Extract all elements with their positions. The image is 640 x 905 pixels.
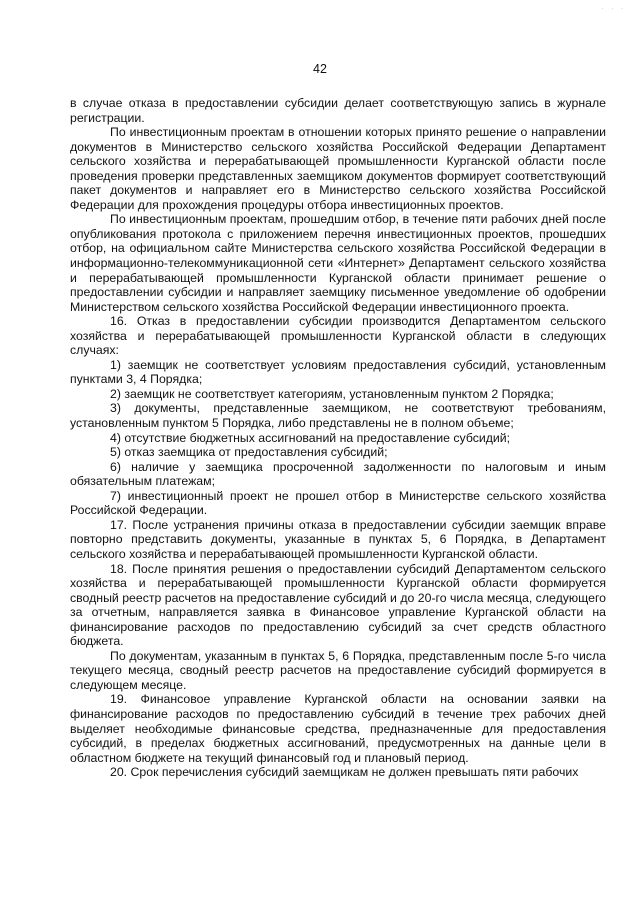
paragraph: 6) наличие у заемщика просроченной задолженности по налоговым и иным обязательным платежам; xyxy=(70,459,606,489)
paragraph: 5) отказ заемщика от предоставления субсидий; xyxy=(110,445,388,460)
paragraph: По инвестиционным проектам в отношении которых принято решение о направлении документов в Министерство сельского хозяйства Российской Федерации Департамент сельского хозяйства и перерабатывающей промышленности Курганской области после проведения проверки представленных заемщиком документов формирует соответствующий пакет документов и направляет его в Министерство сельского хозяйства Российской Федерации для прохождения процедуры отбора инвестиционных проектов. xyxy=(70,125,606,212)
paragraph: в случае отказа в предоставлении субсидии делает соответствующую запись в журнале регистрации. xyxy=(70,96,606,125)
scan-corner-marks: · · · xyxy=(601,6,626,12)
paragraph: 1) заемщик не соответствует условиям предоставления субсидий, установленным пунктами 3, 4 Порядка; xyxy=(70,357,606,387)
paragraph: 20. Срок перечисления субсидий заемщикам не должен превышать пяти рабочих xyxy=(110,765,579,780)
paragraph: 18. После принятия решения о предоставлении субсидий Департаментом сельского хозяйства и перерабатывающей промышленности Курганской области формируется сводный реестр расчетов на предоставление субсидий и до 20-го числа месяца, следующего за отчетным, направляется заявка в Финансовое управление Курганской области на финансирование расходов по предоставлению субсидий за счет средств областного бюджета. xyxy=(70,561,606,649)
document-body xyxy=(70,96,606,780)
paragraph: 3) документы, представленные заемщиком, не соответствуют требованиям, установленным пунктом 5 Порядка, либо представлены не в полном объеме; xyxy=(70,401,606,431)
paragraph: 17. После устранения причины отказа в предоставлении субсидии заемщик вправе повторно представить документы, указанные в пунктах 5, 6 Порядка, в Департамент сельского хозяйства и перерабатывающей промышленности Курганской области. xyxy=(70,517,606,561)
page-number: 42 xyxy=(313,62,327,76)
paragraph: 7) инвестиционный проект не прошел отбор в Министерстве сельского хозяйства Российской Федерации. xyxy=(70,488,606,518)
paragraph: 4) отсутствие бюджетных ассигнований на предоставление субсидий; xyxy=(110,430,511,445)
paragraph: 2) заемщик не соответствует категориям, установленным пунктом 2 Порядка; xyxy=(110,386,554,401)
paragraph: По документам, указанным в пунктах 5, 6 Порядка, представленным после 5-го числа текущего месяца, сводный реестр расчетов на предоставление субсидий формируется в следующем месяце. xyxy=(70,648,606,692)
paragraph: По инвестиционным проектам, прошедшим отбор, в течение пяти рабочих дней после опубликования протокола с приложением перечня инвестиционных проектов, прошедших отбор, на официальном сайте Министерства сельского хозяйства Российской Федерации в информационно-телекоммуникационной сети «Интернет» Департамент сельского хозяйства и перерабатывающей промышленности Курганской области принимает решение о предоставлении субсидии и направляет заемщику письменное уведомление об одобрении Министерством сельского хозяйства Российской Федерации инвестиционного проекта. xyxy=(70,212,606,314)
paragraph: 16. Отказ в предоставлении субсидии производится Департаментом сельского хозяйства и перерабатывающей промышленности Курганской области в следующих случаях: xyxy=(70,314,606,358)
paragraph: 19. Финансовое управление Курганской области на основании заявки на финансирование расходов по предоставлению субсидий в течение трех рабочих дней выделяет необходимые финансовые средства, предназначенные для предоставления субсидий, в пределах бюджетных ассигнований, предусмотренных на данные цели в областном бюджете на текущий финансовый год и плановый период. xyxy=(70,692,606,765)
